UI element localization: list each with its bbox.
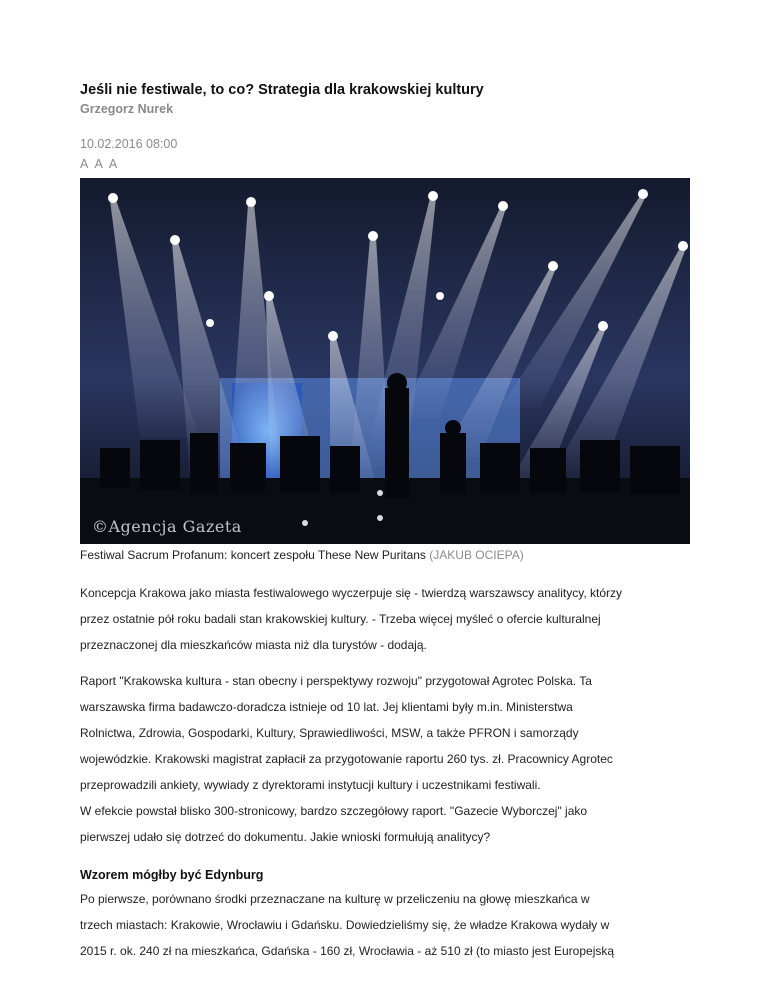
text-line: Koncepcja Krakowa jako miasta festiwalowego wyczerpuje się - twierdzą warszawscy analitycy, którzy xyxy=(80,586,622,600)
text-line: Raport "Krakowska kultura - stan obecny i perspektywy rozwoju" przygotował Agrotec Polska. Ta xyxy=(80,674,592,688)
article-date: 10.02.2016 08:00 xyxy=(80,137,178,151)
article-title: Jeśli nie festiwale, to co? Strategia dla krakowskiej kultury xyxy=(80,82,484,98)
font-size-medium-button[interactable]: A xyxy=(94,157,105,171)
text-line: przeznaczonej dla mieszkańców miasta niż dla turystów - dodają. xyxy=(80,638,427,652)
section-subheading: Wzorem mógłby być Edynburg xyxy=(80,868,264,882)
article xyxy=(80,80,700,958)
article-photo xyxy=(80,178,690,544)
font-size-controls xyxy=(80,156,700,172)
paragraph-lead xyxy=(80,580,690,658)
text-line: warszawska firma badawczo-doradcza istnieje od 10 lat. Jej klientami były m.in. Ministerstwa xyxy=(80,700,573,714)
photo-caption xyxy=(80,547,524,563)
text-line: pierwszej udało się dotrzeć do dokumentu. Jakie wnioski formułują analitycy? xyxy=(80,830,491,844)
text-line: Po pierwsze, porównano środki przeznaczane na kulturę w przeliczeniu na głowę mieszkańca w xyxy=(80,892,590,906)
text-line: 2015 r. ok. 240 zł na mieszkańca, Gdańska - 160 zł, Wrocławia - aż 510 zł (to miasto jest Europejską xyxy=(80,944,615,958)
caption-text: Festiwal Sacrum Profanum: koncert zespołu These New Puritans xyxy=(80,548,426,562)
text-line: przeprowadzili ankiety, wywiady z dyrektorami instytucji kultury i uczestnikami festiwali. xyxy=(80,778,541,792)
concert-stage-image xyxy=(80,178,690,544)
text-line: wojewódzkie. Krakowski magistrat zapłacił za przygotowanie raportu 260 tys. zł. Pracownicy Agrotec xyxy=(80,752,613,766)
text-line: trzech miastach: Krakowie, Wrocławiu i Gdańsku. Dowiedzieliśmy się, że władze Krakowa wydały w xyxy=(80,918,610,932)
text-line: przez ostatnie pół roku badali stan krakowskiej kultury. - Trzeba więcej myśleć o ofercie kulturalnej xyxy=(80,612,601,626)
paragraph-comparison xyxy=(80,886,690,964)
font-size-large-button[interactable]: A xyxy=(108,157,120,171)
text-line: W efekcie powstał blisko 300-stronicowy, bardzo szczegółowy raport. "Gazecie Wyborczej" jako xyxy=(80,804,588,818)
text-line: Rolnictwa, Zdrowia, Gospodarki, Kultury, Sprawiedliwości, MSW, a także PFRON i samorządy xyxy=(80,726,579,740)
article-author[interactable]: Grzegorz Nurek xyxy=(80,102,174,116)
article-body xyxy=(80,580,690,964)
paragraph-report xyxy=(80,668,690,850)
font-size-small-button[interactable]: A xyxy=(80,157,90,171)
photo-credit: (JAKUB OCIEPA) xyxy=(429,548,524,562)
photo-watermark: ©Agencja Gazeta xyxy=(92,517,242,536)
